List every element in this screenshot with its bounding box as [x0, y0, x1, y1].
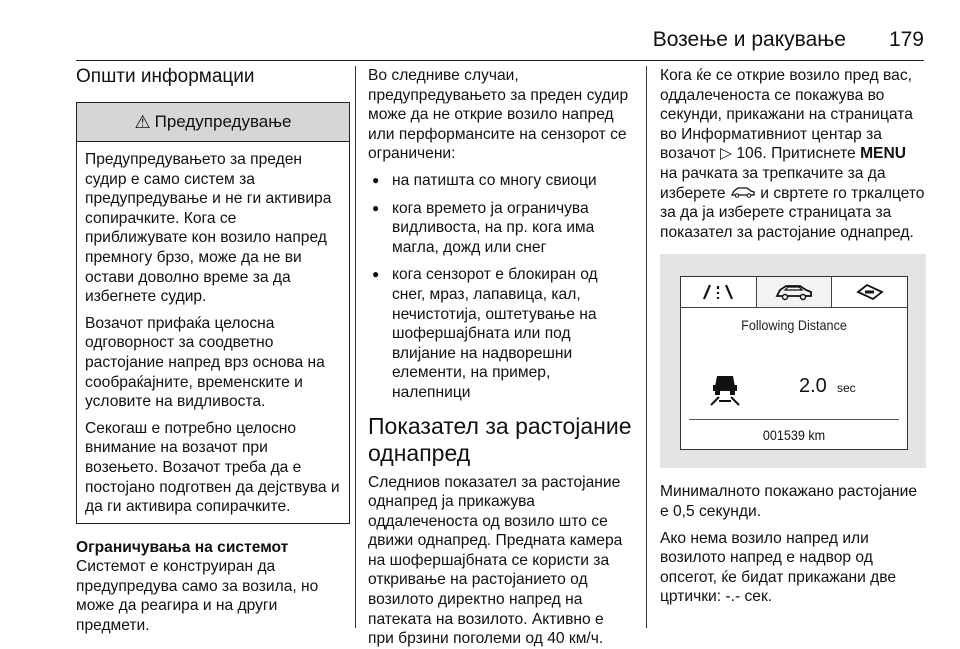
- bullet-list: [368, 171, 632, 403]
- info-display: [680, 276, 908, 450]
- intro-paragraph: Во следниве случаи, предупредувањето за преден судир може да не открие возило напред или перформансите на сензорот се ограничени:: [368, 67, 629, 163]
- column-1: [76, 66, 350, 635]
- min-distance-paragraph: Минималното покажано растојание е 0,5 секунди.: [660, 483, 918, 520]
- page-reference[interactable]: 106: [736, 145, 763, 163]
- warning-paragraph: Возачот прифаќа целосна одговорност за соодветно растојание напред врз основа на сообраќајните, временските и условите на видливоста.: [85, 314, 325, 411]
- text-fragment: . Притиснете: [762, 145, 856, 163]
- section-heading: Показател за растојание однапред: [368, 412, 632, 466]
- list-item: ● кога времето ја ограничува видливоста, на пр. кога има магла, дожд или снег: [368, 199, 632, 258]
- car-icon: [730, 185, 760, 202]
- sign-icon: [832, 277, 907, 307]
- warning-paragraph: Предупредувањето за преден судир е само систем за предупредување и не ги активира сопирачките. Кога се приближувате кон возило напред премногу брзо, може да не ви остави доволно време за да избегнете судир.: [85, 151, 332, 306]
- warning-paragraph: Секогаш е потребно целосно внимание на возачот при возењето. Возачот треба да е постојано подготвен да дејствува и да ги активира сопирачките.: [85, 419, 340, 516]
- page-reference-triangle-icon: ▷: [720, 145, 733, 163]
- distance-unit: sec: [837, 381, 856, 396]
- menu-key: MENU: [860, 145, 906, 163]
- text-fragment: на рачката за трепкачите за да изберете: [660, 164, 886, 202]
- odometer: 001539 km: [762, 427, 826, 444]
- display-label: Following Distance: [741, 317, 847, 334]
- list-item: ● на патишта со многу свиоци: [368, 171, 632, 191]
- warning-label: Предупредување: [154, 112, 292, 131]
- column-3: [660, 66, 926, 622]
- distance-value: 2.0: [799, 375, 827, 398]
- lane-icon: [681, 277, 756, 307]
- section-title: Општи информации: [76, 66, 255, 87]
- column-2: [368, 66, 632, 648]
- car-icon: [756, 277, 833, 307]
- display-tabs: [681, 277, 907, 308]
- instruction-paragraph: [660, 66, 926, 242]
- display-figure: [660, 254, 926, 468]
- subheading-limits: Ограничувања на системот: [76, 538, 289, 556]
- warning-box: [76, 102, 350, 524]
- page-header: [76, 26, 924, 61]
- header-title: Возење и ракување: [652, 28, 846, 51]
- limits-paragraph: Системот е конструиран да предупредува само за возила, но може да реагира и на други предмети.: [76, 558, 319, 635]
- list-item: ● кога сензорот е блокиран од снег, мраз, лапавица, кал, нечистотија, оштетување на шофершајбната или под влијание на надворешни елементи, на пример, налепници: [368, 265, 632, 402]
- text-fragment: Кога ќе се открие возило пред вас, оддалеченоста се покажува во секунди, прикажани на страницата во Информативниот центар за возачот: [660, 67, 913, 163]
- description-paragraph: Следниов показател за растојание однапред ја прикажува оддалеченоста од возило што се движи однапред. Предната камера на шофершајбната се користи за откривање на растојанието од возилото директно напред на патеката на возилото. Активно е при брзини поголеми од 40 км/ч.: [368, 473, 623, 648]
- column-divider: [355, 66, 356, 628]
- warning-body: [77, 142, 349, 523]
- display-divider: [689, 419, 899, 420]
- no-vehicle-paragraph: Ако нема возило напред или возилото напред е надвор од опсегот, ќе бидат прикажани две цртички: -.- сек.: [660, 529, 897, 606]
- warning-triangle-icon: ⚠: [134, 111, 151, 132]
- following-distance-icon: [705, 367, 745, 407]
- text-fragment: и свртете го тркалцето за да ја изберете страницата за показател за растојание однапред.: [660, 184, 925, 241]
- warning-header: [77, 103, 349, 142]
- column-divider: [646, 66, 647, 628]
- page-number: 179: [888, 28, 924, 51]
